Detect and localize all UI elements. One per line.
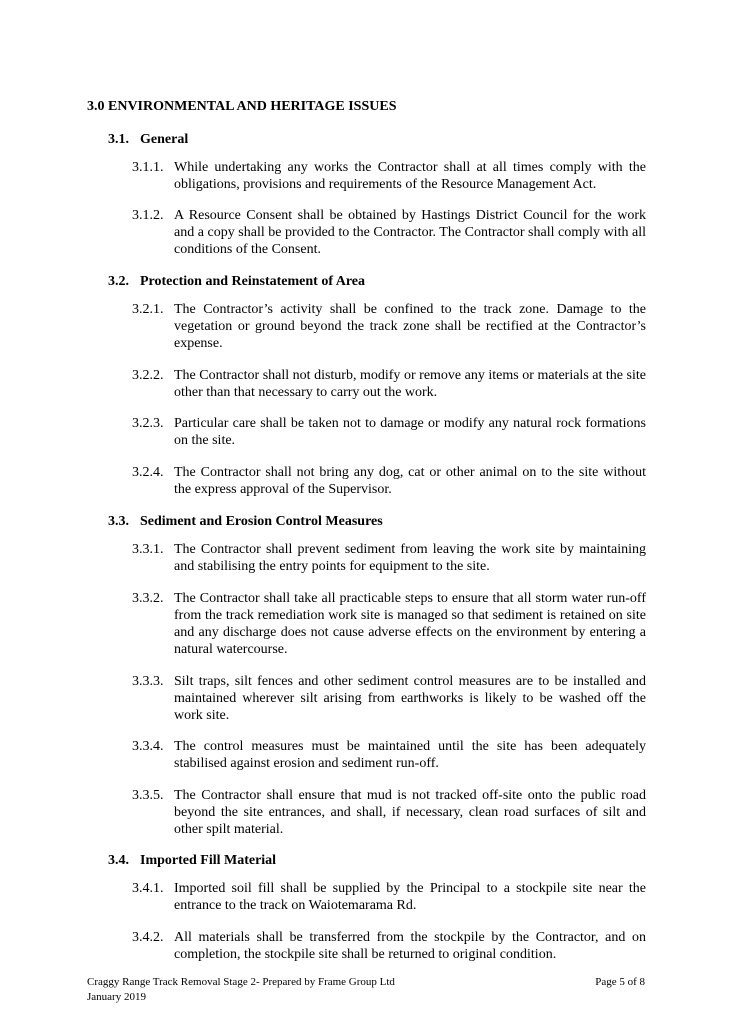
subsection-title: Imported Fill Material <box>140 853 277 868</box>
clause-number: 3.2.1. <box>132 302 164 317</box>
clause-text: Imported soil fill shall be supplied by the Principal to a stockpile site near the entrance to the track on Waiotemarama Rd. <box>174 881 646 913</box>
clause-number: 3.1.1. <box>132 160 164 175</box>
clause <box>108 787 646 838</box>
subsection-number: 3.1. <box>108 132 129 147</box>
clause <box>108 590 646 658</box>
subsection-heading <box>108 131 188 148</box>
footer-date: January 2019 <box>87 991 146 1003</box>
clause-text: Particular care shall be taken not to damage or modify any natural rock formations on the site. <box>174 416 646 448</box>
clause-number: 3.3.1. <box>132 542 164 557</box>
clause-number: 3.3.2. <box>132 591 164 606</box>
subsection-title: Sediment and Erosion Control Measures <box>140 514 383 529</box>
clause-text: The Contractor shall not disturb, modify or remove any items or materials at the site other than that necessary to carry out the work. <box>174 368 646 400</box>
clause-number: 3.2.2. <box>132 368 164 383</box>
clause-text: The Contractor shall take all practicable steps to ensure that all storm water run-off from the track remediation work site is managed so that sediment is retained on site and any discharge does not cause adverse effects on the environment by entering a natural watercourse. <box>174 591 646 657</box>
clause <box>108 673 646 724</box>
clause-text: The Contractor shall prevent sediment from leaving the work site by maintaining and stabilising the entry points for equipment to the site. <box>174 542 646 574</box>
clause <box>108 415 646 449</box>
clause <box>108 880 646 914</box>
subsection-heading <box>108 513 383 530</box>
page-footer <box>87 975 645 1005</box>
clause-number: 3.2.3. <box>132 416 164 431</box>
subsection-title: General <box>140 132 189 147</box>
clause-text: The control measures must be maintained until the site has been adequately stabilised against erosion and sediment run-off. <box>174 739 646 771</box>
clause-text: While undertaking any works the Contractor shall at all times comply with the obligations, provisions and requirements of the Resource Management Act. <box>174 160 646 192</box>
subsection-number: 3.3. <box>108 514 129 529</box>
clause <box>108 159 646 193</box>
clause-text: The Contractor shall ensure that mud is not tracked off-site onto the public road beyond the site entrances, and shall, if necessary, clean road surfaces of silt and other spilt material. <box>174 788 646 837</box>
clause-number: 3.2.4. <box>132 465 164 480</box>
subsection-title: Protection and Reinstatement of Area <box>140 274 365 289</box>
subsection-heading <box>108 852 276 869</box>
clause-text: The Contractor shall not bring any dog, cat or other animal on to the site without the express approval of the Supervisor. <box>174 465 646 497</box>
clause-text: The Contractor’s activity shall be confined to the track zone. Damage to the vegetation or ground beyond the track zone shall be rectified at the Contractor’s expense. <box>174 302 646 351</box>
section-title: 3.0 ENVIRONMENTAL AND HERITAGE ISSUES <box>87 99 397 114</box>
subsection-number: 3.2. <box>108 274 129 289</box>
subsection-heading <box>108 273 365 290</box>
clause-text: A Resource Consent shall be obtained by Hastings District Council for the work and a copy shall be provided to the Contractor. The Contractor shall comply with all conditions of the Consent. <box>174 208 646 257</box>
clause <box>108 929 646 963</box>
footer-document-title: Craggy Range Track Removal Stage 2- Prepared by Frame Group Ltd <box>87 976 395 988</box>
clause-text: All materials shall be transferred from the stockpile by the Contractor, and on completion, the stockpile site shall be returned to original condition. <box>174 930 646 962</box>
clause-number: 3.4.1. <box>132 881 164 896</box>
clause <box>108 207 646 258</box>
clause <box>108 541 646 575</box>
clause-number: 3.3.5. <box>132 788 164 803</box>
clause <box>108 367 646 401</box>
footer-page-number: Page 5 of 8 <box>595 976 645 988</box>
clause <box>108 301 646 352</box>
clause-number: 3.1.2. <box>132 208 164 223</box>
clause <box>108 738 646 772</box>
clause-number: 3.3.4. <box>132 739 164 754</box>
clause <box>108 464 646 498</box>
clause-number: 3.4.2. <box>132 930 164 945</box>
clause-number: 3.3.3. <box>132 674 164 689</box>
clause-text: Silt traps, silt fences and other sediment control measures are to be installed and maintained wherever silt arising from earthworks is likely to be washed off the work site. <box>174 674 646 723</box>
subsection-number: 3.4. <box>108 853 129 868</box>
